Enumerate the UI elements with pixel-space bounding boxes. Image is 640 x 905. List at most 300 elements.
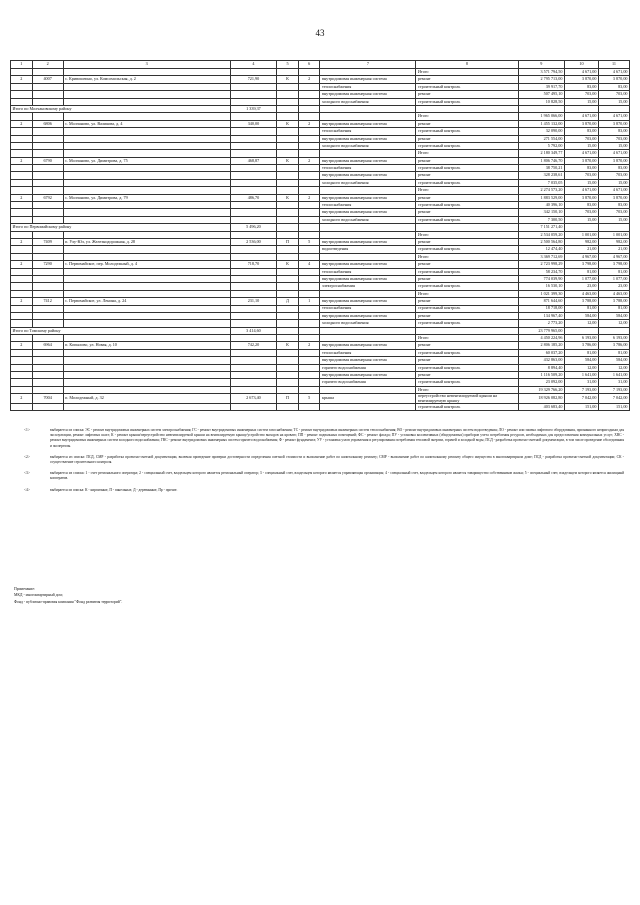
table-cell [11,268,33,275]
table-cell: теплоснабжения [320,128,416,135]
table-cell [277,253,299,260]
table-cell: 151,00 [598,404,629,411]
table-cell: 703,00 [564,172,598,179]
table-cell: 3 786,00 [564,342,598,349]
table-cell [230,246,276,253]
table-cell [277,135,299,142]
table-cell: ремонт [416,172,518,179]
footnote [24,455,624,465]
table-row [11,342,630,349]
table-cell [11,312,33,319]
table-cell [230,142,276,149]
table-cell: 1 965 066,00 [518,113,564,120]
table-cell [320,224,416,231]
table-cell [298,320,320,327]
table-cell: 19 329 766,20 [518,386,564,393]
table-cell: п. Улу-Юл, ул. Железнодорожная, д. 28 [63,238,230,245]
table-cell: 3 870,00 [598,120,629,127]
table-cell: Итого [416,113,518,120]
table-cell [11,386,33,393]
table-cell: 1 641,00 [564,372,598,379]
table-cell [277,275,299,282]
table-cell: 8 894,40 [518,364,564,371]
table-cell: 2 [11,194,33,201]
table-cell: внутридомовая инженерная система [320,172,416,179]
footnote-marker: <2> [24,454,30,459]
table-cell: 871 644,60 [518,298,564,305]
table-cell: внутридомовая инженерная система [320,135,416,142]
table-cell: 4 450 224,96 [518,335,564,342]
table-cell: 32 090,00 [518,128,564,135]
table-cell: 271 554,00 [518,135,564,142]
footnote-text: выбирается из списка: ПСД, СМР - разработка проектно-сметной документации, включая проведение проверки достоверности определения сметной стоимости и выполнение работ по капитальному ремонту; СМР - выполнение работ по капитальному ремонту общего имущества в многоквартирном доме; ПСД - разработка проектно-сметной документации; СК - осуществление строительного контроля. [50,454,624,465]
district-total-label: Итого по Томскому району [11,327,231,334]
table-cell: 38 750,21 [518,165,564,172]
table-cell: 1 339,37 [230,105,276,112]
table-cell: Д [277,298,299,305]
table-cell [63,364,230,371]
table-cell [230,216,276,223]
table-cell [298,335,320,342]
table-cell [63,179,230,186]
table-cell [63,150,230,157]
table-cell: внутридомовая инженерная система [320,312,416,319]
table-cell [11,187,33,194]
table-cell: 18 926 082,80 [518,394,564,404]
table-cell: 1 883 529,00 [518,194,564,201]
table-cell: 4 967,00 [564,253,598,260]
table-cell [230,364,276,371]
table-cell: 2 773,20 [518,320,564,327]
table-cell: 2 536,00 [230,238,276,245]
table-cell [298,349,320,356]
table-cell: К [277,76,299,83]
table-cell: 1 455 132,00 [518,120,564,127]
table-cell: 721,90 [230,76,276,83]
table-cell [298,142,320,149]
table-cell [277,312,299,319]
table-cell [32,386,63,393]
table-cell [32,209,63,216]
table-cell: 12,00 [564,320,598,327]
table-cell: 742,20 [230,342,276,349]
table-cell [11,165,33,172]
table-cell [320,105,416,112]
table-cell: ремонт [416,209,518,216]
table-row [11,298,630,305]
table-cell [320,69,416,76]
table-cell [277,327,299,334]
table-cell [32,349,63,356]
table-row [11,404,630,411]
table-cell [298,69,320,76]
table-cell: строительный контроль [416,379,518,386]
table-cell: 39 917,70 [518,83,564,90]
table-cell [277,335,299,342]
table-row [11,275,630,282]
table-cell [230,404,276,411]
table-cell [32,202,63,209]
table-cell [32,357,63,364]
table-cell [298,105,320,112]
table-cell [32,404,63,411]
table-cell: 5 [298,394,320,404]
table-cell [63,320,230,327]
table-cell: ремонт [416,312,518,319]
table-row [11,283,630,290]
table-cell: 15,00 [598,216,629,223]
table-cell: 15,00 [564,216,598,223]
remarks-title: Примечание: [14,587,36,591]
table-cell: 12 474,40 [518,246,564,253]
table-cell: ремонт [416,76,518,83]
table-cell: 342 150,10 [518,209,564,216]
table-cell: 7 193,00 [598,386,629,393]
header-cell: 7 [320,61,416,69]
table-row [11,194,630,201]
table-cell [320,150,416,157]
table-cell [277,364,299,371]
table-cell [63,290,230,297]
table-row [11,187,630,194]
header-cell: 3 [63,61,230,69]
table-cell: 3 870,00 [564,194,598,201]
table-cell: 21,00 [564,246,598,253]
table-row [11,172,630,179]
table-cell [230,357,276,364]
table-cell: ремонт [416,91,518,98]
table-cell: ремонт [416,120,518,127]
table-cell: 2 180 349,77 [518,150,564,157]
table-cell: внутридомовая инженерная система [320,209,416,216]
table-row [11,91,630,98]
table-cell [298,113,320,120]
remarks-block [14,586,122,605]
table-cell [298,209,320,216]
table-cell [298,187,320,194]
table-cell [32,246,63,253]
table-cell [564,105,598,112]
table-cell [63,142,230,149]
table-cell [63,404,230,411]
table-cell [277,246,299,253]
table-cell: 3 870,00 [564,120,598,127]
table-cell [11,379,33,386]
table-row [11,253,630,260]
table-cell [320,253,416,260]
table-cell: 3 369 712,69 [518,253,564,260]
table-cell [298,253,320,260]
table-cell [32,312,63,319]
table-cell [11,231,33,238]
table-cell: холодного водоснабжения [320,98,416,105]
table-cell [416,224,518,231]
table-cell [277,209,299,216]
table-cell [298,135,320,142]
table-cell: 134 967,40 [518,312,564,319]
table-cell [63,128,230,135]
table-cell: внутридомовая инженерная система [320,261,416,268]
table-cell [230,128,276,135]
table-cell [298,216,320,223]
header-cell: 5 [277,61,299,69]
table-row [11,202,630,209]
table-cell [298,312,320,319]
table-cell [277,150,299,157]
table-cell: 12,00 [564,364,598,371]
table-cell [298,150,320,157]
table-cell: 2 [11,238,33,245]
table-cell: 2 534 059,20 [518,231,564,238]
table-cell [230,98,276,105]
table-cell: 432 863,00 [518,357,564,364]
table-cell: 15,00 [598,142,629,149]
table-cell [230,268,276,275]
table-cell [230,172,276,179]
table-cell: ремонт [416,342,518,349]
table-cell: 58 234,70 [518,268,564,275]
table-cell: 18 718,00 [518,305,564,312]
table-cell: 83,00 [598,202,629,209]
table-cell: 7 035,05 [518,179,564,186]
table-cell [320,231,416,238]
table-cell [277,128,299,135]
table-row [11,113,630,120]
table-cell [32,187,63,194]
table-cell: внутридомовая инженерная система [320,157,416,164]
table-row [11,320,630,327]
table-cell [63,216,230,223]
table-row [11,142,630,149]
table-cell [230,179,276,186]
table-cell: 6792 [32,194,63,201]
table-cell [298,224,320,231]
remark-line: Фонд - публично-правовая компания "Фонд развития территорий". [14,599,123,604]
table-cell: 15,00 [598,179,629,186]
table-cell: строительный контроль [416,320,518,327]
table-cell [277,172,299,179]
table-cell: 6806 [32,120,63,127]
table-cell [230,283,276,290]
table-cell [11,216,33,223]
table-cell: 7409 [32,238,63,245]
table-cell: теплоснабжения [320,349,416,356]
table-cell: 83,00 [564,165,598,172]
table-cell: 584,00 [564,312,598,319]
table-cell: 3 788,00 [564,298,598,305]
header-cell: 2 [32,61,63,69]
table-cell [32,283,63,290]
table-cell [11,83,33,90]
table-cell [230,113,276,120]
remark-line: МКД - многоквартирный дом; [14,593,63,598]
table-cell: холодного водоснабжения [320,142,416,149]
table-cell: 2 [298,157,320,164]
table-cell: 328 238,61 [518,172,564,179]
table-cell: 7 300,50 [518,216,564,223]
table-row [11,357,630,364]
table-cell: строительный контроль [416,349,518,356]
table-cell [230,379,276,386]
table-cell: 1 077,00 [598,275,629,282]
table-cell: 3 870,00 [564,76,598,83]
table-row [11,120,630,127]
table-cell: 3 786,00 [598,342,629,349]
table-cell: 40 396,10 [518,202,564,209]
table-cell [11,275,33,282]
footnote-marker: <4> [24,487,30,492]
table-cell: 703,00 [564,135,598,142]
table-cell: 4 671,00 [598,69,629,76]
table-cell: 2 723 998,29 [518,261,564,268]
table-cell [320,113,416,120]
table-cell [298,91,320,98]
table-cell [320,187,416,194]
table-cell [11,98,33,105]
table-cell [277,98,299,105]
table-cell [11,113,33,120]
table-cell: 6790 [32,157,63,164]
table-cell: 15,00 [564,179,598,186]
table-cell [230,187,276,194]
table-cell: 3 798,00 [564,261,598,268]
table-cell: К [277,194,299,201]
table-cell: 15,00 [564,98,598,105]
table-cell [277,202,299,209]
table-cell [277,386,299,393]
table-header-row [11,61,630,69]
table-cell [298,172,320,179]
table-cell [32,91,63,98]
table-cell: 6 193,00 [598,335,629,342]
table-cell: 3 870,00 [564,157,598,164]
table-cell [11,349,33,356]
table-cell [230,372,276,379]
table-cell [298,231,320,238]
table-cell: строительный контроль [416,364,518,371]
table-cell: холодного водоснабжения [320,179,416,186]
table-row [11,209,630,216]
table-cell: строительный контроль [416,83,518,90]
table-cell [298,275,320,282]
table-cell [63,335,230,342]
table-cell [63,312,230,319]
table-cell: с. Молчаново, ул. Димитрова, д. 75 [63,157,230,164]
table-cell: строительный контроль [416,179,518,186]
table-cell [11,335,33,342]
table-cell [320,335,416,342]
table-cell: 31,00 [564,379,598,386]
table-cell: 2 795 713,00 [518,76,564,83]
table-cell [277,320,299,327]
table-cell [230,165,276,172]
table-cell: 81,00 [598,268,629,275]
table-cell [320,404,416,411]
table-cell [298,305,320,312]
table-cell [230,290,276,297]
table-cell [63,386,230,393]
table-cell [298,268,320,275]
table-cell [277,231,299,238]
table-cell [63,253,230,260]
table-cell: К [277,120,299,127]
table-cell: 81,00 [564,268,598,275]
table-cell: 2 274 573,20 [518,187,564,194]
table-row [11,98,630,105]
table-cell: 982,00 [564,238,598,245]
table-cell: строительный контроль [416,142,518,149]
table-cell: 403 683,40 [518,404,564,411]
table-cell [32,128,63,135]
table-cell: 1 001,00 [564,231,598,238]
table-cell [63,202,230,209]
footnote [24,488,624,493]
table-cell: 1 001,00 [598,231,629,238]
table-cell: 703,00 [564,91,598,98]
table-cell [298,290,320,297]
table-cell: горячего водоснабжения [320,364,416,371]
table-cell [230,349,276,356]
table-cell [518,105,564,112]
table-row [11,135,630,142]
table-cell [277,290,299,297]
table-cell: Итого [416,335,518,342]
table-row [11,290,630,297]
table-cell [277,179,299,186]
table-row [11,238,630,245]
table-cell [63,268,230,275]
table-cell [298,283,320,290]
table-cell: 703,00 [598,172,629,179]
table-cell [32,113,63,120]
table-cell [277,372,299,379]
table-row [11,157,630,164]
table-cell [230,231,276,238]
table-row [11,128,630,135]
table-cell [298,128,320,135]
table-cell [11,253,33,260]
table-cell: 2 [298,76,320,83]
table-cell [63,246,230,253]
table-cell [277,216,299,223]
table-row [11,379,630,386]
table-cell: 2 [11,394,33,404]
table-cell: 718,70 [230,261,276,268]
table-cell [32,320,63,327]
table-cell [32,216,63,223]
table-cell: 3 571 794,50 [518,69,564,76]
table-cell [298,327,320,334]
table-cell [298,246,320,253]
table-cell: ремонт [416,194,518,201]
table-cell [298,165,320,172]
table-cell [230,312,276,319]
table-cell [63,69,230,76]
table-row [11,349,630,356]
table-cell: 7 042,00 [598,394,629,404]
table-cell: 83,00 [598,128,629,135]
table-cell [298,357,320,364]
table-cell: 2 673,40 [230,394,276,404]
table-cell: внутридомовая инженерная система [320,298,416,305]
table-cell: 4 967,00 [598,253,629,260]
table-cell: К [277,261,299,268]
table-cell [32,253,63,260]
table-cell [277,105,299,112]
table-cell: 4 463,00 [564,290,598,297]
table-cell [277,91,299,98]
footnote [24,471,624,481]
